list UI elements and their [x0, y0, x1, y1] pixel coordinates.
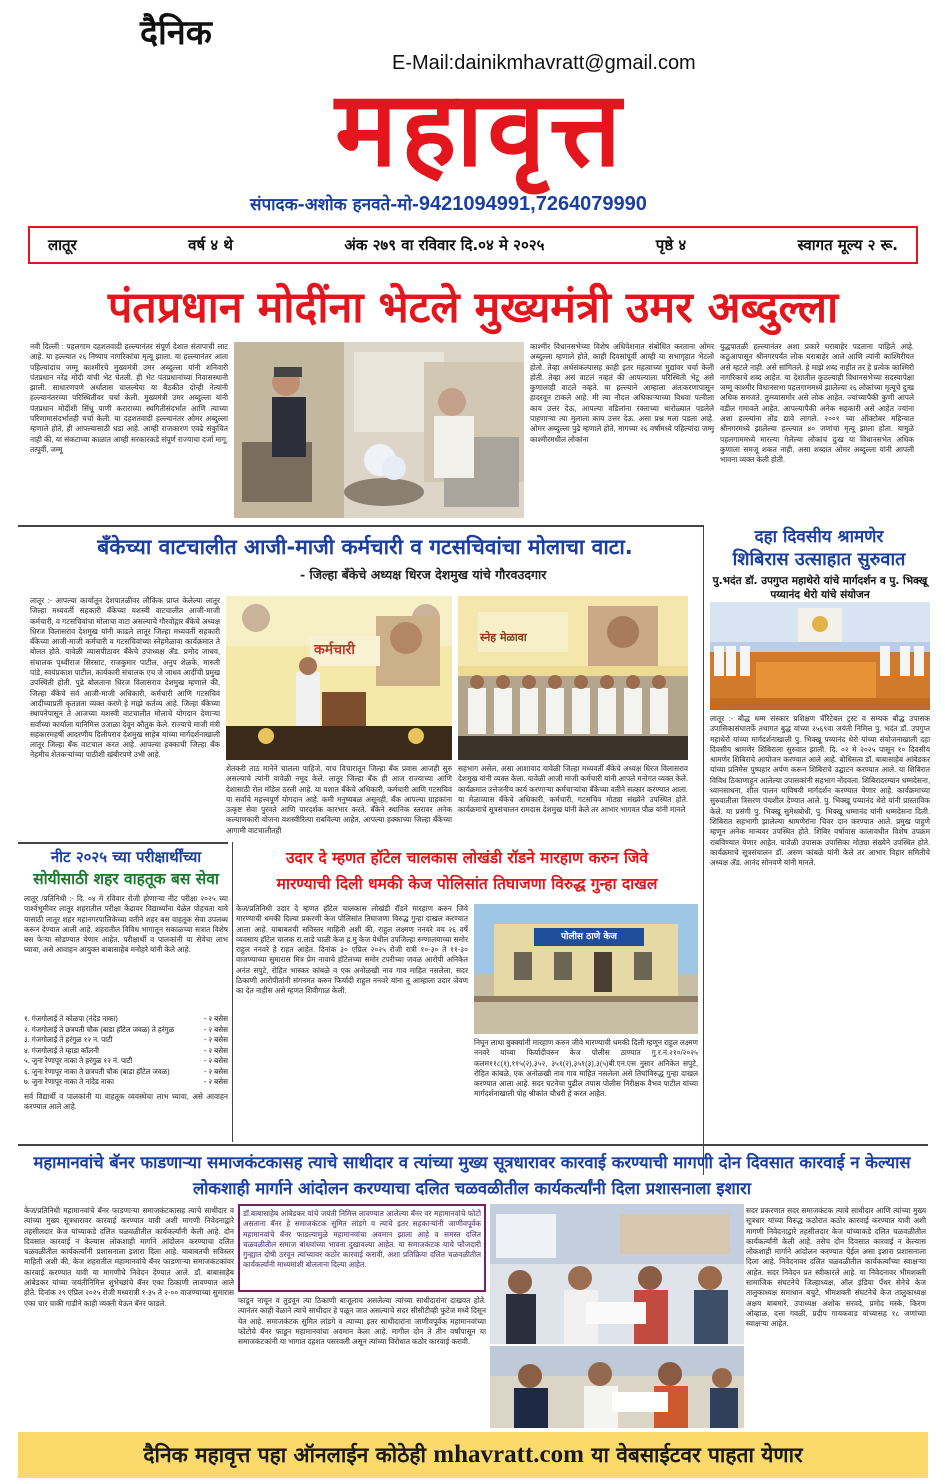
banner-column-4: सदर प्रकरणात सदर समाजकंटक त्याचे साथीदार आणि त्यांच्या मुख्य सूत्रधार यांच्या विरुद्ध कठोरात कठोर कारवाई करण्यात यावी अशी मागणी निवेदनाद्वारे तहसीलदार केज यांच्याकडे दलित चळवळीतील कार्यकर्त्यांनी केली आहे. तसेच दोन दिवसात कारवाई न केल्यास लोकशाही मार्गाने आंदोलन करण्यात येईल असा इशारा प्रशासनाला दिला आहे. निवेदनावर दलित चळवळीतील कार्यकर्त्यांच्या स्वाक्षऱ्या आहेत. सदर निवेदन प्रत स्वीकारले आहे. या निवेदनावर भीमशक्ती सामाजिक संघटनेचे जिल्हाध्यक्ष, ऑल इंडिया पँथर सेनेचे केज तालुकाध्यक्ष समाधान बचुटे, भीमशक्ती संघटनेचे केज तालुकाध्यक्ष अक्षय बाबमारे, उपाध्यक्ष अशोक सरवदे, प्रमोद मस्के, किरण ओव्हाळ, दत्ता गवळी, प्रदीप गायकवाड यांच्यासह १८ जणांच्या स्वाक्षऱ्या आहेत. [746, 1206, 926, 1329]
banner-headline: महामानवांचे बॅनर फाडणाऱ्या समाजकंटकासह त्याचे साथीदार व त्यांच्या मुख्य सूत्रधारावर कारवाई करण्याची मागणी दोन दिवसात कारवाई न केल्यास लोकशाही मार्गाने आंदोलन करण्याचा दलित चळवळीतील कार्यकर्त्यांनी दिला प्रशासनाला इशारा [33, 1153, 911, 1198]
neet-route-row [24, 1077, 228, 1088]
hotel-column-2: निघून लाथा बुक्क्यांनी मारहाण करुन जीवे मारण्याची धमकी दिली म्हणून राहुल लक्ष्मण ननवरे यांच्या फिर्यादीवरुन केज पोलीस ठाण्यात गु.र.नं.२१०/२०२५ कलम११८(१),११५(२),३५२, ३५१(२),३५१(३),३(५)बी.एन.एस नुसार अनिकेत सपुटे, रोहित कांबळे, एक अनोळखी नाव गाव माहित नसलेला असे तिघांविरुद्ध गुन्हा दाखल करण्यात आला आहे. सदर घटनेचा पुढील तपास पोलीस निरीक्षक वैभव पाटील यांच्या मार्गदर्शनाखाली पोह श्रीकांत चौधरी हे करत आहेत. [474, 1038, 698, 1099]
camp-headline-2: शिबिरास उत्साहात सुरुवात [732, 549, 906, 570]
bank-column-3: सहभाग असेल, असा आशावाद यावेळी जिल्हा मध्यवर्ती बँकेचे अध्यक्ष धिरज विलासराव देशमुख यांनी व्यक्त केला. यावेळी आजी माजी कर्मचारी यांनी आपले मनोगत व्यक्त केले. कार्यक्रमात उत्तेजनीय कार्य करणाऱ्या कर्मचाऱ्यांचा बँकेच्या वतीने सत्कार करण्यात आला. या मेळाव्यास बँकेचे अधिकारी, कर्मचारी, गटसचिव मोठ्या संख्येने उपस्थित होते. कार्यक्रमाचे सूत्रसंचालन रामदास देशमुख यांनी केले तर आभार भागवत पौळ यांनी मानले [458, 764, 688, 815]
neet-route-name: १. गंजगोलाई ते कोळपा (नंदेड नाका) [24, 1014, 118, 1023]
footer-url[interactable]: mhavratt.com [433, 1441, 584, 1468]
neet-route-name: ५. जुना रेणापूर नाका ते हरंगुळ १२ नं. पाटी [24, 1056, 133, 1065]
neet-route-row [24, 1035, 228, 1046]
hotel-column-1: केज/प्रतिनिधी उदार दे म्हणत हॉटेल चालकास लोखंडी रॉडने मारहाण करुन जिवे मारण्याची धमकी दिल्या प्रकरणी केज पोलिसांत तिघाजणा विरुद्ध गुन्हा दाखल करण्यात आला आहे. याबाबतची सविस्तर माहिती अशी की, राहुल लक्ष्मण ननवरे वय २६ वर्षे व्यवसाय हॉटेल चालक रा.लाडे चाळी केज ह.मु केज येथील उपजिल्हा रुग्णालयाच्या समोर राहुल ननवरे हे राहत आहेत. दिनांक ३० एप्रिल २०२५ रोजी रात्री १०-३० ते ११-३० वाजण्याच्या सुमारास मित्र प्रेम नावाचे हॉटेलच्या समोर टपरीच्या जवळ आरोपी अनिकेत अनंत सपुटे, रोहित भास्कर कांबळे व एक अनोळखी नाव गाव माहित नसलेला, सदर ठिकाणी आरोपीतांनी संगनमत करुन फिर्यादी राहुल ननवरे यांना तू आम्हाला उदार जेवण का देत नाहीस असे म्हणत शिवीगाळ केली. [236, 904, 468, 996]
hotel-photo [474, 904, 698, 1034]
hotel-photo-art [474, 904, 698, 1034]
neet-route-buses: - २ बसेस [204, 1014, 228, 1023]
footer-bar [18, 1432, 928, 1478]
bank-photo-2-art [458, 596, 688, 760]
masthead-title: महावृत्त [334, 68, 626, 190]
banner-column-1: केज/प्रतिनिधी महामानवांचे बॅनर फाडणाऱ्या समाजकंटकासह त्याचे साथीदार व त्यांच्या मुख्य सूत्रधारावर कारवाई करण्यात यावी अशी मागणी निवेदनाद्वारे तहसीलदार केज यांच्याकडे दलित चळवळीतील कार्यकर्त्यांनी केली आहे. दोन दिवसात कारवाई न केल्यास लोकशाही मार्गाने आंदोलन करण्याचा दलित चळवळीतील कार्यकर्त्यांनी प्रशासनाला इशारा दिला आहे. याबाबतची सविस्तर माहिती अशी की, केज शहरातील महामानवांचे बॅनर फाडणाऱ्या समाजकंटकांवर कारवाई करण्यात यावी या मागणीचे निवेदन देण्यात आले. डॉ. बाबासाहेब आंबेडकर यांच्या जयंतीनिमित्त शुभेच्छांचे बॅनर एका ठिकाणी लावण्यात आले होते. दिनांक २९ एप्रिल २०२५ रोजी मध्यरात्री १-३५ ते २-०० वाजण्याच्या सुमारास एका चार चाकी गाडीने काही व्यक्ती येऊन बॅनर फाडले. [24, 1206, 234, 1308]
neet-route-buses: - २ बसेस [204, 1056, 228, 1065]
neet-routes-list [24, 1014, 228, 1088]
banner-photo-1-art [490, 1204, 744, 1344]
dateline-page: पृष्ठे ४ [655, 236, 687, 254]
banner-boxed-text: डॉ.बाबासाहेब आंबेडकर यांचे जयंती निमित्त लावण्यात आलेल्या बॅनर वर महामानवांचे फोटो असताना बॅनर हे समाजकंटक सुमित लांडगे व त्याचे इतर सहकाऱ्यांनी जाणीवपूर्वक महामानवांचे बॅनर फाडल्यामुळे महामानवांचा अवमान झाला आहे व समस्त दलित चळवळीतील समाज बांधवांच्या भावना दुखावल्या आहेत. या समाजकंटक याचे फौजदारी गुन्ह्यात दोषी ठरवून त्यांच्यावर कठोर कारवाई करावी, अशा प्रतिक्रिया दलित चळवळीतील कार्यकर्त्यांनी माध्यमांशी बोलताना दिल्या आहेत. [243, 1209, 481, 1270]
banner-column-2: फाडून नाचून व तुडवून त्या ठिकाणी बाजूलाच असलेल्या त्यांच्या साथीदारांना दाखवत होते. त्यानंतर काही वेळाने त्याचे साथीदार हे पळून जात असल्याचे सदर सीसीटीव्ही फुटेज मध्ये दिसून येत आहे. समाजकंटक सुमित लांडगे व त्याच्या इतर साथीदारांना जाणीवपूर्वक महामानवांच्या फोटोचे बॅनर फाडून महामानवांचा अवमान केला आहे. मागील दोन ते तीन वर्षांपासून या समाजकंटकांनी या भागात दहशत पसरवली असून त्यांच्या विरोधात कठोर कारवाई करावी. [238, 1296, 486, 1347]
footer-text: दैनिक महावृत्त पहा ऑनलाईन कोठेही [143, 1443, 426, 1467]
neet-route-name: ६. जुना रेणापूर नाका ते छत्रपती चौक (बाडा हॉटेल जवळ) [24, 1066, 170, 1076]
banner-photo-2 [490, 1346, 744, 1428]
neet-route-row [24, 1046, 228, 1057]
camp-photo-art [710, 602, 930, 710]
banner-sub: स्नेह मेळावा [480, 631, 527, 644]
dateline-issue: अंक २७९ वा रविवार दि.०४ मे २०२५ [344, 236, 545, 254]
lead-headline: पंतप्रधान मोदींना भेटले मुख्यमंत्री उमर अब्दुल्ला [107, 283, 839, 333]
neet-route-name: २. गंजगोलाई ते छत्रपती चौक (बाडा हॉटेल जवळ) ते हरंगुळ [24, 1024, 175, 1034]
neet-footer: सर्व विद्यार्थी व पालकांनी या वाहतूक व्यवस्थेचा लाभ घ्यावा, असे आवाहन करण्यात आले आहे. [24, 1092, 228, 1112]
divider [18, 525, 703, 527]
masthead-small-title: दैनिक [140, 13, 212, 53]
bank-column-2: शेतकरी ताठ मानेने चालला पाहिजे, याच विचारातून जिल्हा बँक प्रवास आजही सुरु असल्याचे त्यांनी यावेळी नमूद केले. लातूर जिल्हा बँक ही आज राज्याच्या आणि देशासाठी रोल मॉडेल ठरली आहे. या यशात बँकेचे अधिकारी, कर्मचारी आणि गटसचिव या सर्वांचे महत्त्वपूर्ण योगदान आहे. कमी मनुष्यबळ असूनही, बँक आपल्या ग्राहकांना उत्कृष्ट सेवा पुरवते आणि पारदर्शक कारभार करते. बँकेने स्थानिक स्तरावर अनेक कल्याणकारी योजना यशस्वीरित्या राबविल्या आहेत, आपल्या हक्काच्या जिल्हा बँकेच्या आगामी वाटचालीतही [226, 764, 452, 835]
vertical-divider [703, 525, 704, 1175]
bank-photo-1-art [226, 596, 452, 760]
banner-word: कर्मचारी [314, 642, 355, 658]
bank-subhead: - जिल्हा बँकेचे अध्यक्ष धिरज देशमुख यांचे गौरवउदगार [300, 567, 547, 582]
neet-route-buses: - २ बसेस [204, 1045, 228, 1055]
lead-photo [234, 342, 524, 518]
dateline-city: लातूर [48, 236, 77, 254]
bank-photo-2 [458, 596, 688, 760]
neet-route-buses: - २ बसेस [204, 1024, 228, 1034]
neet-route-buses: - २ बसेस [204, 1035, 228, 1044]
hotel-headline-2: मारण्याची दिली धमकी केज पोलिसांत तिघाजणा विरुद्ध गुन्हा दाखल [276, 875, 658, 893]
bank-column-1: लातूर :- आपल्या कार्यातून देशपातळीवर लौकिक प्राप्त केलेल्या लातूर जिल्हा मध्यवर्ती सहकारी बँकेच्या यशस्वी वाटचालीत आजी-माजी कर्मचारी, व गटसचिवांचा मोलाचा वाटा असल्याचे गौरवोद्गार बँकेचे अध्यक्ष धिरज विलासराव देशमुख यांनी काढले लातूर जिल्हा मध्यवर्ती सहकारी बँकेच्या आजी-माजी कर्मचारी व गटसचिवांच्या स्नेहमेळावा कार्यक्रमात ते बोलत होते. यावेळी व्यासपीठावर बँकेचे उपाध्यक्ष ॲड. प्रमोद जाधव, संचालक पृथ्वीराज सिरसाट, राजकुमार पाटील, अनुप शेळके, मारुती पांडे, स्वयंप्रकाश पाटील, कार्यकारी संचालक एच जे जाधव आदींची प्रमुख उपस्थिती होती. पुढे बोलताना धिरज विलासराव देशमुख म्हणाले की, जिल्हा बँकेचे सर्व आजी-माजी अधिकारी, कर्मचारी आणि गटसचिव आदींच्याप्रती कृतज्ञता व्यक्त करणे हे माझे कर्तव्य आहे. जिल्हा बँकेच्या स्थापनेपासून ते आजच्या यशस्वी वाटचालीत मोलाचे योगदान देणाऱ्या सर्वांच्या कार्याला यानिमित्त उजाळा देवून कौतुक केले. राज्याचे माजी मंत्री सहकारमहर्षी आदरणीय दिलीपराव देशमुख साहेब यांच्या मार्गदर्शनाखाली लातूर जिल्हा बँक वाटचाल करत आहे. आपल्या हक्काची जिल्हा बँक नेहमीच शेतकऱ्यांच्या पाठीशी खंबीरपणे उभी आहे. [30, 596, 220, 760]
dateline-bar [28, 226, 918, 264]
bank-headline: बँकेच्या वाटचालीत आजी-माजी कर्मचारी व गटसचिवांचा मोलाचा वाटा. [97, 535, 633, 559]
camp-photo [710, 602, 930, 710]
lead-column-2: काश्मीर विधानसभेच्या विशेष अधिवेशनात संबोधित करताना ओमर अब्दुल्ला म्हणाले होते, काही दिवसांपूर्वी आम्ही या सभागृहात भेटलो होतो. तेव्हा अर्थसंकल्पासह काही इतर महत्वाच्या मुद्यांवर चर्चा केली होती. तेव्हा असं वाटलं नव्हतं की आपल्याला परिस्थिती भेटू असे कुणालाही वाटले नव्हते. या हल्ल्याने आम्हाला अंतःकरणापासून हादरवून टाकले आहे. मी त्या नौदल अधिकाऱ्याच्या विधवा पत्नीला काय उत्तर देऊ, आपल्या वडिलांना रक्ताच्या थारोळ्यात पडलेले पाहणाऱ्या त्या मुलाला काय उत्तर देऊ. असा प्रश्न मला पडला आहे. ओमर अब्दुल्ला पुढे म्हणाले होते, मागच्या २६ वर्षांमध्ये पहिल्यांदा जम्मू काश्मीरमधील लोकांना [530, 342, 714, 444]
neet-route-buses: - २ बसेस [204, 1066, 228, 1076]
masthead-email[interactable]: E-Mail:dainikmhavratt@gmail.com [392, 52, 696, 74]
banner-photo-2-art [490, 1346, 744, 1428]
neet-route-row [24, 1056, 228, 1067]
banner-boxed-quote [238, 1204, 486, 1292]
neet-route-row [24, 1067, 228, 1078]
bank-photo-1 [226, 596, 452, 760]
neet-headline-2: सोयीसाठी शहर वाहतूक बस सेवा [33, 870, 219, 888]
camp-subhead: पु.भदंत डॉ. उपगुप्त महाथेरो यांचे मार्गदर्शन व पु. भिक्खू पय्यानंद थेरो यांचे संयोजन [712, 575, 928, 601]
lead-photo-art [234, 342, 524, 518]
camp-headline-1: दहा दिवसीय श्रामणेर [754, 527, 884, 547]
divider [18, 1144, 928, 1146]
neet-route-buses: - २ बसेस [204, 1077, 228, 1086]
police-station-sign: पोलीस ठाणे केज [561, 932, 617, 942]
neet-route-name: ७. जुना रेणापूर नाका ते नांदेड नाका [24, 1077, 114, 1086]
dateline-year: वर्ष ४ थे [188, 236, 233, 254]
footer-suffix: या वेबसाईटवर पाहता येणार [591, 1443, 803, 1467]
banner-photo-1 [490, 1204, 744, 1344]
camp-body: लातूर :- बौद्ध धम्म संस्कार प्रशिक्षण चॅरिटेबल ट्रस्ट व सम्यक बौद्ध उपासक उपासिकासंघातर्फे तथागत बुद्ध यांच्या २५६९वा जयंती निमित्त पु. भदंत डॉ. उपगुप्त महाथेरो यांच्या मार्गदर्शनाखाली पु. भिक्खू पय्यानंद थेरो यांच्या संयोजनाखाली दहा दिवसीय श्रामणेर शिबिराला सुरुवात झाली. दि. ०२ मे २०२५ पासून १० दिवसीय श्रामणेर शिबिराचे आयोजन करण्यात आले आहे. बोधिसत्व डॉ. बाबासाहेब आंबेडकर यांच्या प्रतिमेस पुष्पहार अर्पण करून शिबिराचे उद्घाटन करण्यात आले. या शिबिरात विविध ठिकाणाहून आलेल्या उपासकांनी सहभाग नोंदवला. शिबिरादरम्यान धम्मदेसना, ध्यानसाधना, शील पालन याविषयी मार्गदर्शन करण्यात येणार आहे. कार्यक्रमाच्या सुरुवातीला त्रिसरण पंचशील देण्यात आले. पु. भिक्खू पय्यानंद थेरो यांनी प्रास्ताविक केले. या प्रसंगी पु. भिक्खू सुमेधबोधी, पु. भिक्खू धम्मानंद यांनी धम्मदेसना दिली. शिबिरात सहभागी झालेल्या श्रामणेरांना चिवर दान करण्यात आले. प्रमुख पाहुणे म्हणून अनेक मान्यवर उपस्थित होते. शिबिर वर्षावास कालावधीत विशेष उपक्रम राबविण्यात येणार आहेत. यावेळी उपासक उपासिका मोठ्या संख्येने उपस्थित होते. कार्यक्रमाचे सूत्रसंचालन डॉ. अरुण कांबळे यांनी केले तर आभार विहार समितीचे अध्यक्ष ॲड. आनंद सोनवणे यांनी मानले. [710, 714, 930, 868]
neet-body: लातूर /प्रतिनिधी :- दि. ०४ मे रविवार रोजी होणाऱ्या नीट परीक्षा २०२५ च्या पार्श्वभूमीवर लातूर शहरातील परीक्षा केंद्रावर विद्यार्थ्यांना वेळेत पोहचता यावे यासाठी लातूर शहर महानगरपालिकेच्या वतीने शहर बस वाहतूक सेवा उपलब्ध करून देण्यात आली आहे. शहरातील विविध भागातून सकाळच्या सत्रात विशेष बस फेऱ्या सोडण्यात येणार आहेत. परीक्षार्थी व पालकांनी या सेवेचा लाभ घ्यावा, असे आवाहन आयुक्त बाबासाहेब मनोहरे यांनी केले आहे. [24, 894, 228, 955]
neet-route-name: ४. गंजगोलाई ते म्हाडा कॉलनी [24, 1045, 100, 1055]
lead-column-1: नवी दिल्ली : पहलगाम दहशतवादी हल्ल्यानंतर संपूर्ण देशात संतापाची लाट आहे. या हल्ल्यात २६ निष्पाप नागरिकांचा मृत्यू झाला. या हल्ल्यानंतर आता पहिल्यांदाच जम्मू काश्मीरचे मुख्यमंत्री उमर अब्दुल्ला यांनी शनिवारी पंतप्रधान नरेंद्र मोदी यांची भेट घेतली. ही भेट पंतप्रधानांच्या निवासस्थानी झाली. साधारणपणे अर्धातास चालल्येया या बैठकीत दोन्ही नेत्यांनी हल्ल्यानंतरच्या परिस्थितीवर चर्चा केली. मुख्यमंत्री उमर अब्दुल्ला यांनी पंतप्रधान मोदींशी सिंधू पाणी कराराच्या स्थगितीसंदर्भात आणि त्याच्या परिणामासंदर्भातही चर्चा केली. या दहशतवादी हल्ल्यानंतर ओमर अब्दुल्ला म्हणाले होते, ही आपल्यासाठी धडा आहे. आम्ही राजकारण एवढे संकुचित नाही की, या संकटाच्या काळात आम्ही सरकारकडे संपूर्ण राज्याचा दर्जा मागू. तत्पूर्वी, जम्मू [30, 342, 228, 454]
neet-route-name: ३. गंजगोलाई ते हरंगुळ १२ न. पाटी [24, 1035, 113, 1044]
masthead-editor [250, 192, 647, 216]
dateline-price: स्वागत मूल्य २ रू. [797, 236, 898, 254]
neet-headline-1: नीट २०२५ च्या परीक्षार्थींच्या [50, 848, 202, 866]
divider [18, 842, 228, 844]
neet-route-row [24, 1025, 228, 1036]
neet-route-row [24, 1014, 228, 1025]
vertical-divider [232, 842, 233, 1142]
editor-label: संपादक-अशोक हनवते-मो- [250, 195, 419, 215]
hotel-headline-1: उदार दे म्हणत हॉटेल चालकास लोखंडी रॉडने मारहाण करुन जिवे [286, 849, 648, 867]
editor-phone: 9421094991,7264079990 [418, 193, 647, 215]
lead-column-3: युद्धपातळी हल्ल्यानंतर अशा प्रकारे घराबाहेर पडताना पाहिले आहे. कठुआपासून श्रीनगरपर्यंत लोक घराबाहेर आले आणि त्यांनी काश्मिरीयत असे म्हटले नाही. असे सांगितले. हे माझे शब्द नाहीत तर हे प्रत्येक काश्मिरी नागरिकाचे शब्द आहेत. या देशातील कुठल्याही विधानसभेच्या सदस्यापेक्षा जम्मू काश्मीर विधानसभा पहलगाममध्ये झालेल्या २६ लोकांच्या मृत्यूचे दुःख अधिक समजते. तुम्च्यासमोर असे लोक आहेत. ज्यांच्यापैकी कुणी आपले वडील गमावले आहेत. आपल्यापैकी अनेक सहकारी असे आहेत ज्यांना अशा हल्ल्यांना तोंड द्यावे लागले. २००१ च्या ऑक्टोबर महिन्यात श्रीनगरमध्ये झालेल्या हल्ल्यात ४० जणांचा मृत्यू झाला होता. यामुळे पहलगाममध्ये मारल्या गेलेल्या लोकांचं दुःख या विधानसभेत अधिक कुणाला समजू शकत नाही, असा शब्दात ओमर अब्दुल्ला यांनी आपली भावना व्यक्त केली होती. [720, 342, 914, 465]
